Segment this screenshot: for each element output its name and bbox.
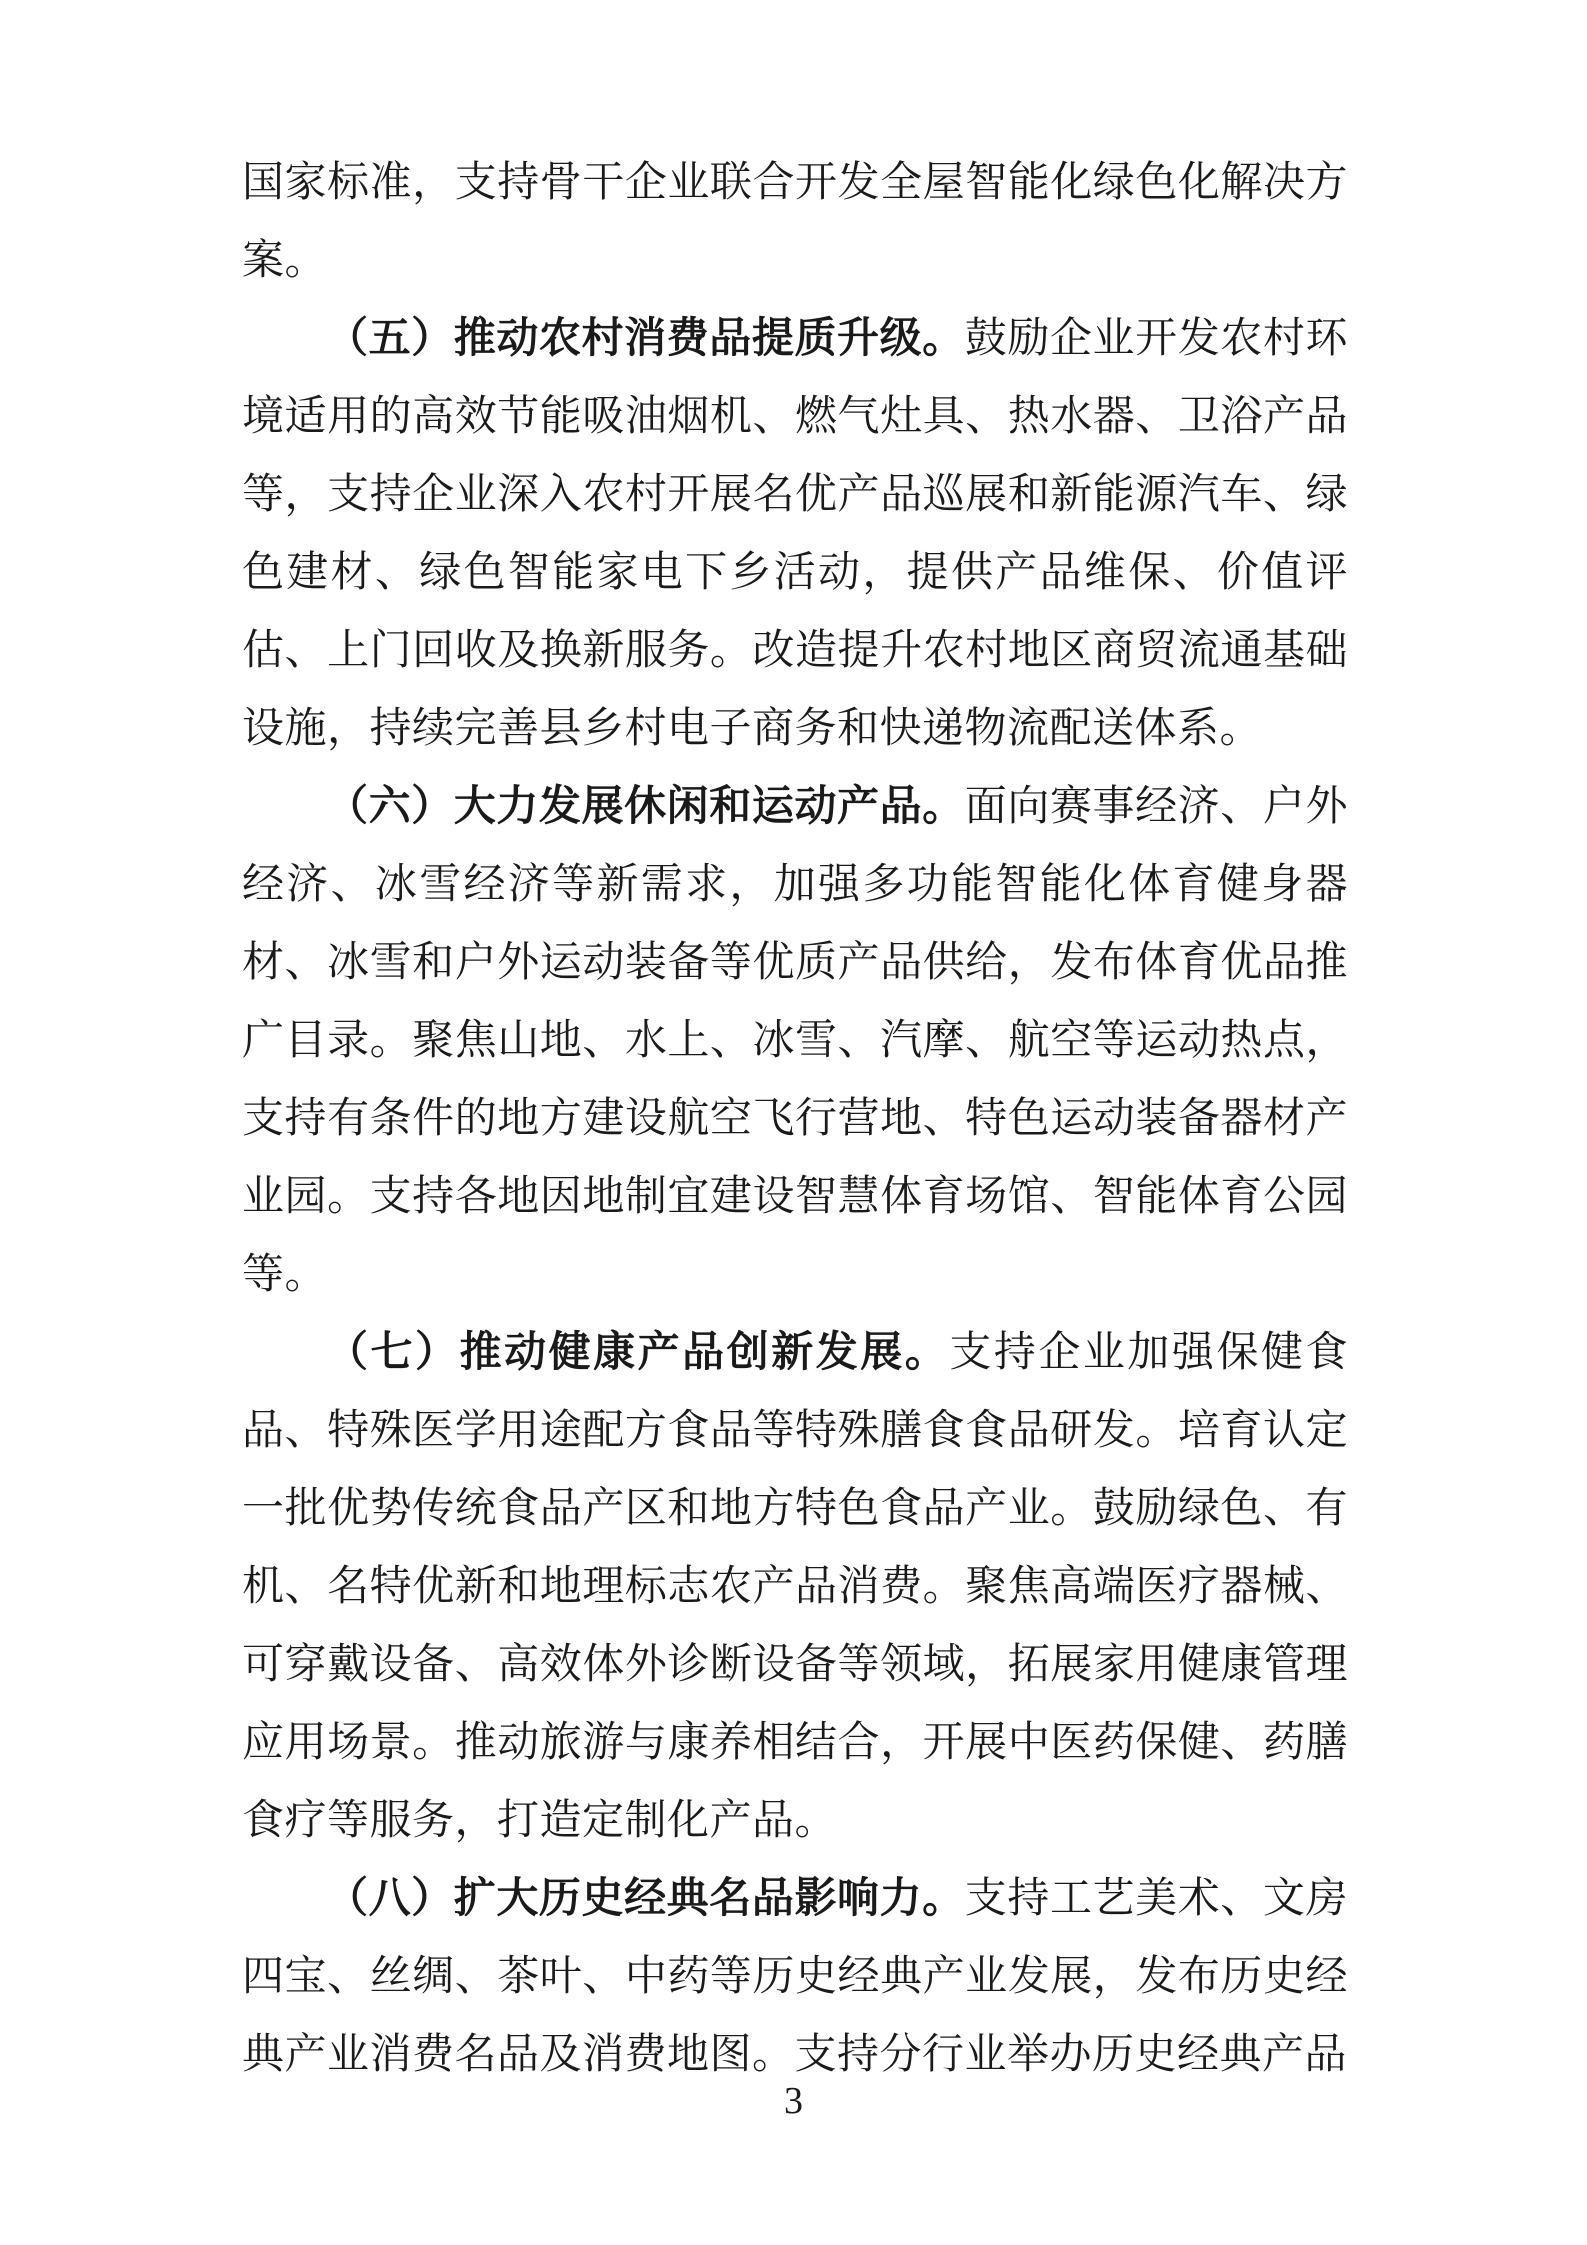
section-lead: （六）大力发展休闲和运动产品。: [326, 784, 965, 830]
paragraph-item-8: [242, 1860, 1348, 2094]
section-lead: （七）推动健康产品创新发展。: [326, 1330, 950, 1376]
paragraph-text: 支持企业加强保健食品、特殊医学用途配方食品等特殊膳食食品研发。培育认定一批优势传统食品产区和地方特色食品产业。鼓励绿色、有机、名特优新和地理标志农产品消费。聚焦高端医疗器械、可穿戴设备、高效体外诊断设备等领域，拓展家用健康管理应用场景。推动旅游与康养相结合，开展中医药保健、药膳食疗等服务，打造定制化产品。: [242, 1330, 1348, 1844]
page-content: [242, 144, 1348, 2094]
section-lead: （八）扩大历史经典名品影响力。: [326, 1876, 965, 1922]
paragraph-text: 支持工艺美术、文房四宝、丝绸、茶叶、中药等历史经典产业发展，发布历史经典产业消费名品及消费地图。支持分行业举办历史经典产品: [242, 1876, 1348, 2078]
paragraph-item-7: [242, 1314, 1348, 1860]
section-lead: （五）推动农村消费品提质升级。: [326, 316, 965, 362]
paragraph-text: 国家标准，支持骨干企业联合开发全屋智能化绿色化解决方案。: [242, 160, 1348, 284]
paragraph-continuation: [242, 144, 1348, 300]
paragraph-text: 鼓励企业开发农村环境适用的高效节能吸油烟机、燃气灶具、热水器、卫浴产品等，支持企业深入农村开展名优产品巡展和新能源汽车、绿色建材、绿色智能家电下乡活动，提供产品维保、价值评估、上门回收及换新服务。改造提升农村地区商贸流通基础设施，持续完善县乡村电子商务和快递物流配送体系。: [242, 316, 1348, 752]
paragraph-text: 面向赛事经济、户外经济、冰雪经济等新需求，加强多功能智能化体育健身器材、冰雪和户外运动装备等优质产品供给，发布体育优品推广目录。聚焦山地、水上、冰雪、汽摩、航空等运动热点，支持有条件的地方建设航空飞行营地、特色运动装备器材产业园。支持各地因地制宜建设智慧体育场馆、智能体育公园等。: [242, 784, 1348, 1298]
paragraph-item-5: [242, 300, 1348, 768]
page-number: 3: [784, 2080, 803, 2122]
paragraph-item-6: [242, 768, 1348, 1314]
